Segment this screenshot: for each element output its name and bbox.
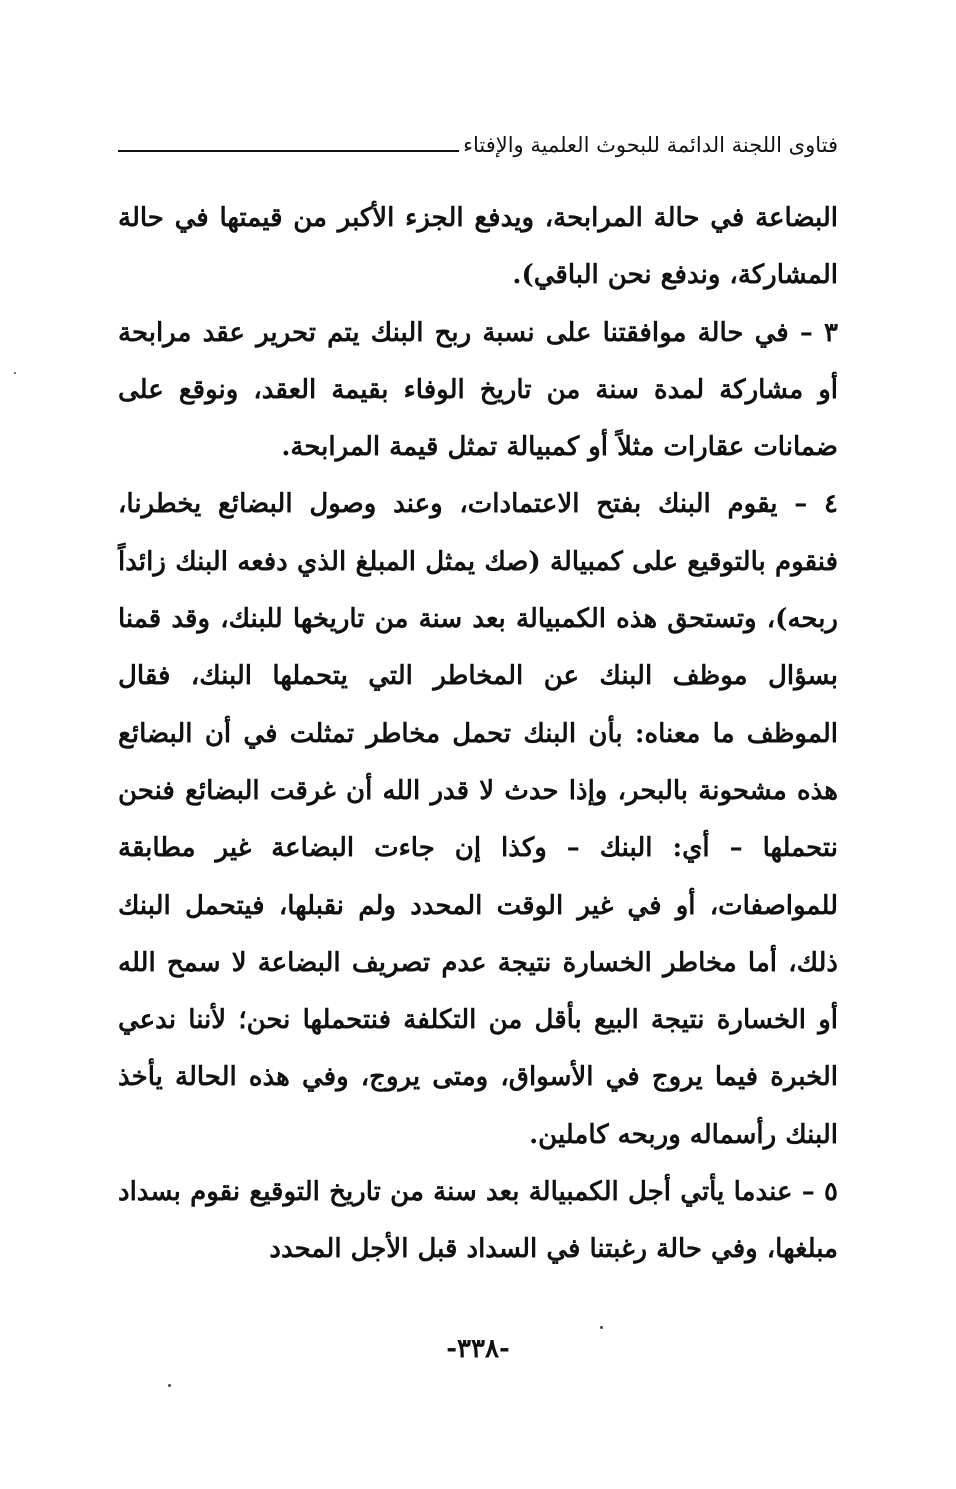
page-number: -٣٣٨- bbox=[446, 1334, 510, 1364]
paragraph-item-5: ٥ – عندما يأتي أجل الكمبيالة بعد سنة من تاريخ التوقيع نقوم بسداد مبلغها، وفي حالة رغبتنا في السداد قبل الأجل المحدد bbox=[118, 1177, 838, 1265]
header-rule bbox=[118, 150, 459, 152]
paragraph-item-4: ٤ – يقوم البنك بفتح الاعتمادات، وعند وصول البضائع يخطرنا، فنقوم بالتوقيع على كمبيالة (صك يمثل المبلغ الذي دفعه البنك زائداً ربحه)، وتستحق هذه الكمبيالة بعد سنة من تاريخها للبنك، وقد قمنا بسؤال موظف البنك عن المخاطر التي يتحملها البنك، فقال الموظف ما معناه: بأن البنك تحمل مخاطر تمثلت في أن البضائع هذه مشحونة بالبحر، وإذا حدث لا قدر الله أن غرقت البضائع فنحن نتحملها – أي: البنك – وكذا إن جاءت البضاعة غير مطابقة للمواصفات، أو في غير الوقت المحدد ولم نقبلها، فيتحمل البنك ذلك، أما مخاطر الخسارة نتيجة عدم تصريف البضاعة لا سمح الله أو الخسارة نتيجة البيع بأقل من التكلفة فنتحملها نحن؛ لأننا ندعي الخبرة فيما يروج في الأسواق، ومتى يروج، وفي هذه الحالة يأخذ البنك رأسماله وربحه كاملين. bbox=[118, 489, 838, 1150]
scan-speck bbox=[14, 372, 16, 374]
body-text bbox=[118, 190, 838, 1279]
paragraph-item-3: ٣ – في حالة موافقتنا على نسبة ربح البنك يتم تحرير عقد مرابحة أو مشاركة لمدة سنة من تاريخ الوفاء بقيمة العقد، ونوقع على ضمانات عقارات مثلاً أو كمبيالة تمثل قيمة المرابحة. bbox=[118, 317, 838, 463]
paragraph-continuation: البضاعة في حالة المرابحة، ويدفع الجزء الأكبر من قيمتها في حالة المشاركة، وندفع نحن الباقي). bbox=[118, 203, 838, 291]
scan-speck bbox=[600, 1326, 603, 1329]
running-header-title: فتاوى اللجنة الدائمة للبحوث العلمية والإفتاء bbox=[463, 132, 838, 157]
running-header bbox=[118, 118, 838, 158]
scan-speck bbox=[168, 1384, 171, 1387]
